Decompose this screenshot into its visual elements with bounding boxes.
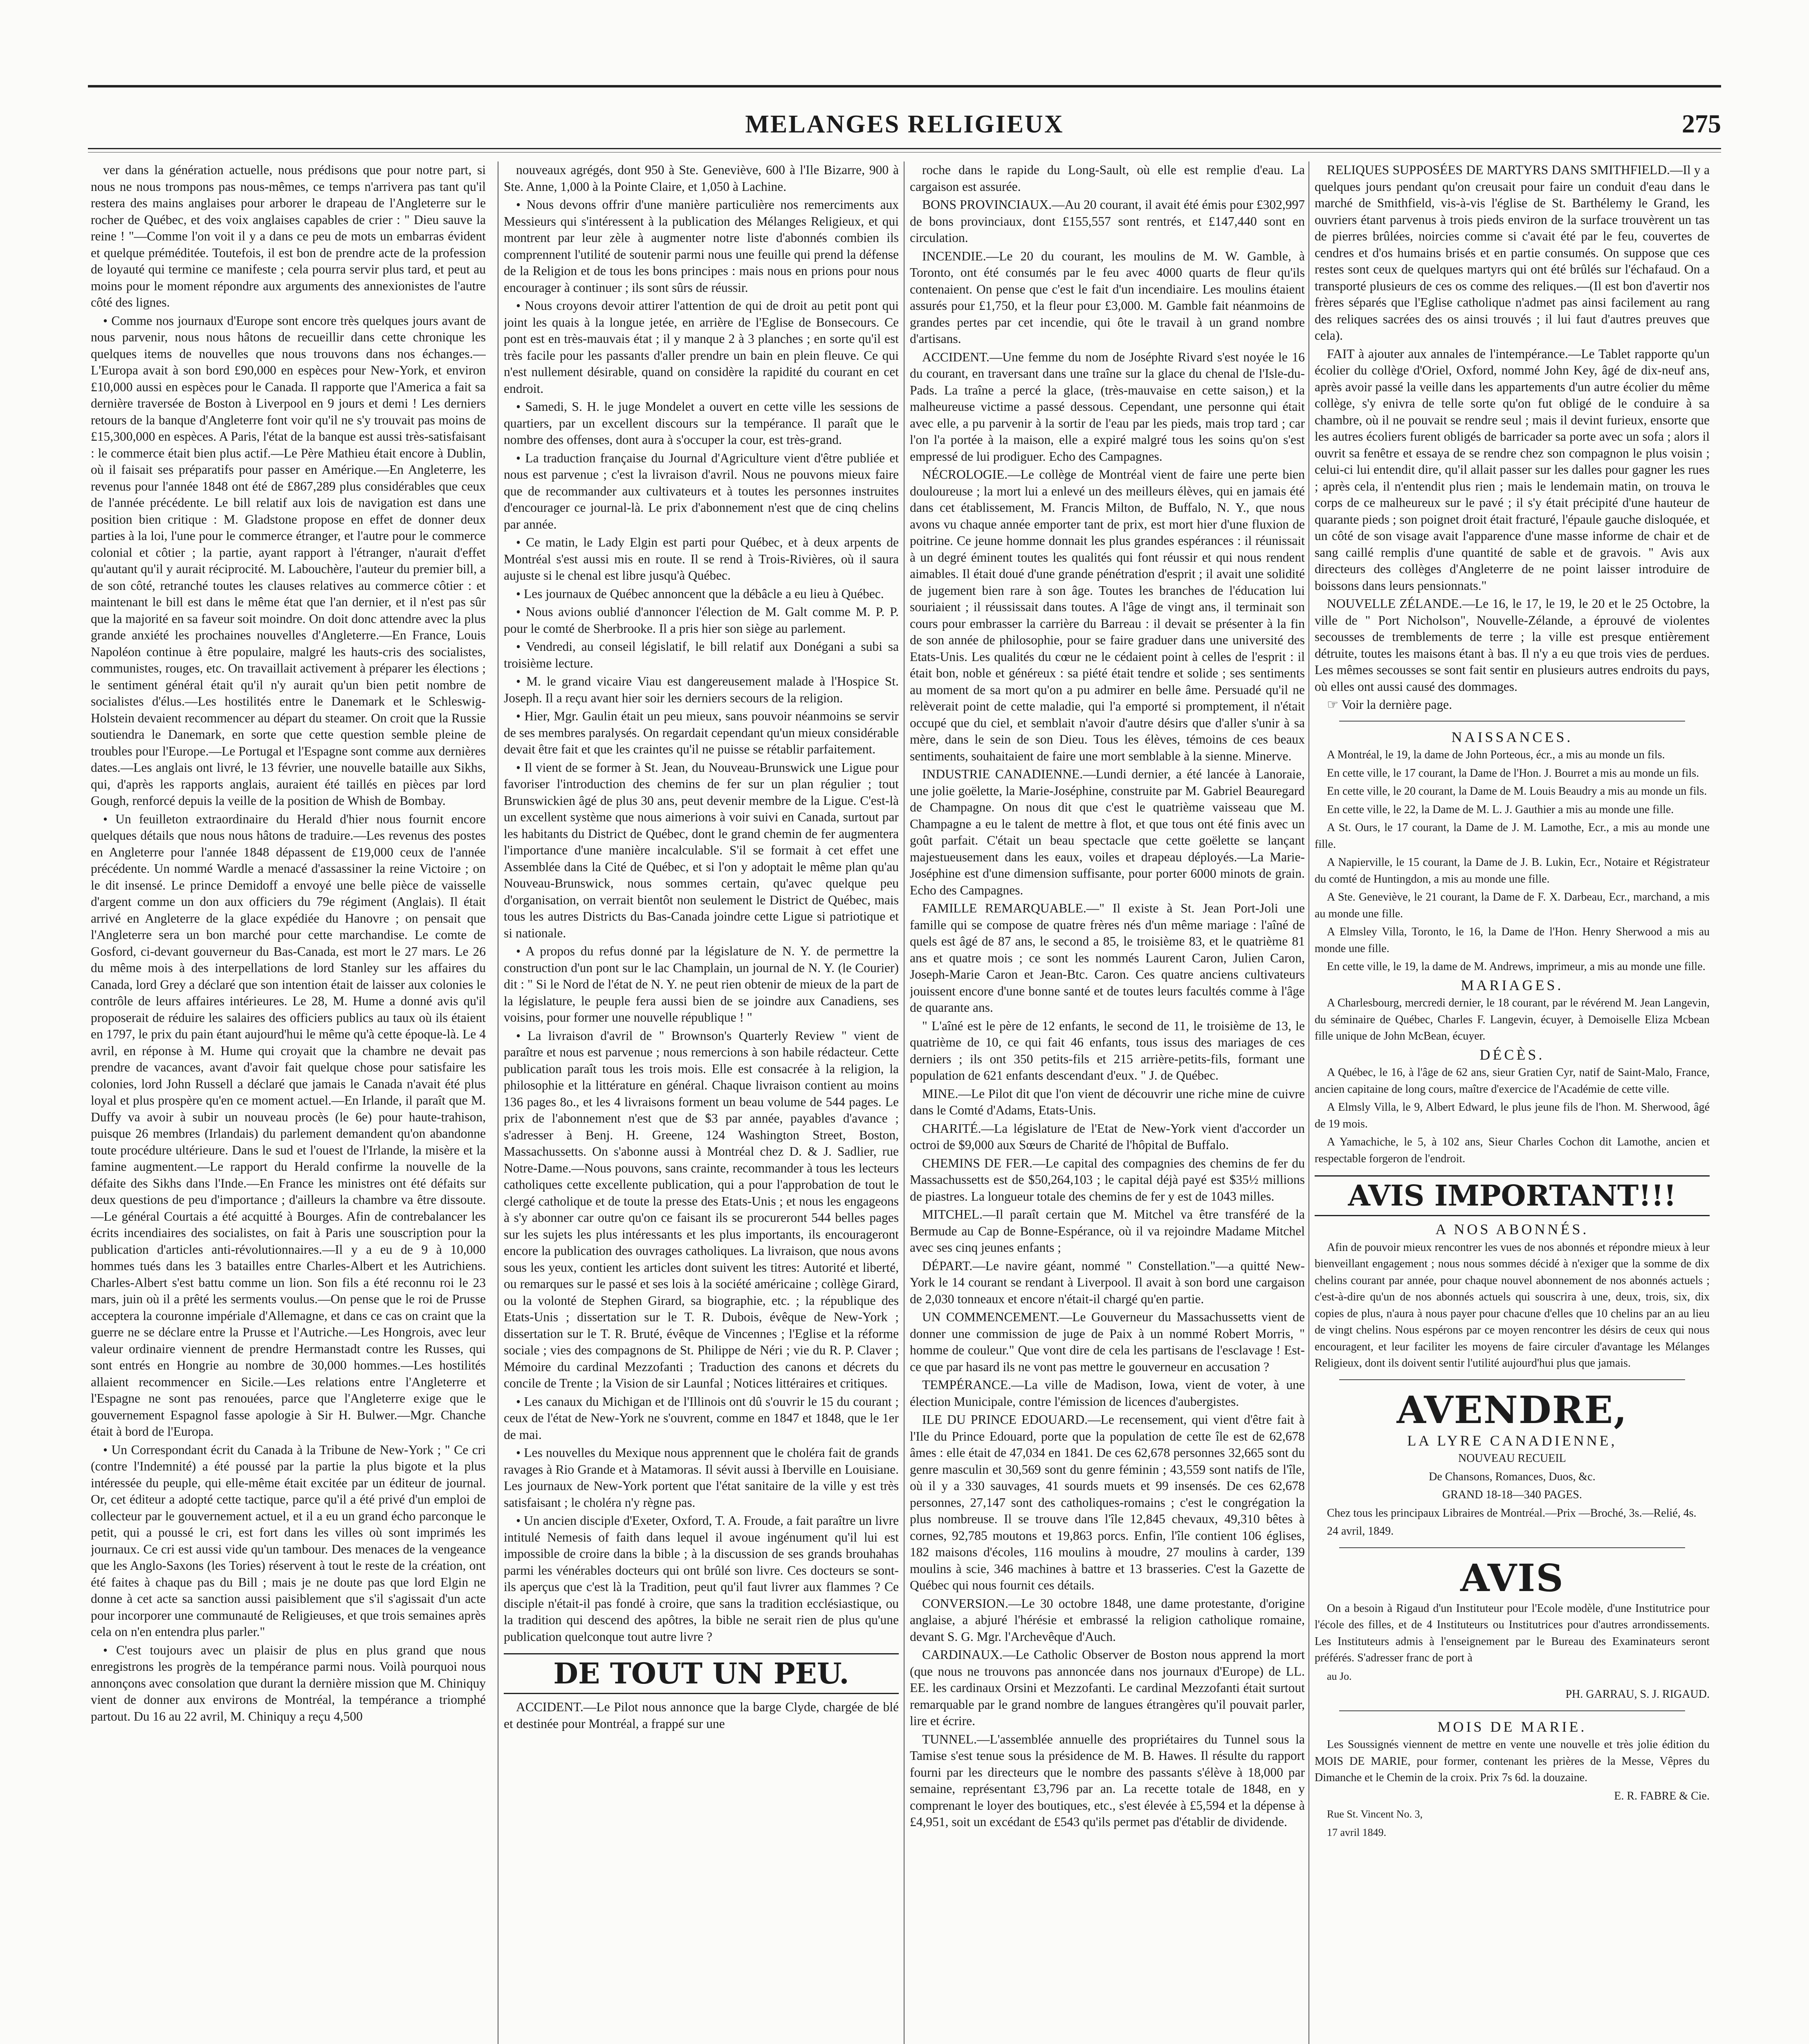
month-of-mary-address: Rue St. Vincent No. 3, (1327, 1808, 1423, 1820)
article-paragraph: • Les nouvelles du Mexique nous apprennent que le choléra fait de grands ravages à Rio Grande et à Matamoras. Il sévit aussi à Iberville en Louisiane. Les journaux de New-York portent que l'état sanitaire de la ville y est très satisfaisant ; le choléra n'y règne pas. (504, 1446, 899, 1510)
death-notice: A Elmsly Villa, le 9, Albert Edward, le plus jeune fils de l'hon. M. Sherwood, âgé de 19 mois. (1315, 1101, 1710, 1130)
article-paragraph: • Un ancien disciple d'Exeter, Oxford, T. A. Froude, a fait paraître un livre intitulé Nemesis of faith dans lequel il avoue ingénument qu'il lui est impossible de croire dans la bible ; à la discussion de ses grands brouhahas parmi les vénérables docteurs qui ont brûlé son livre. Ces docteurs se sont-ils aperçus que c'est là la Tradition, peut qu'il faut livrer aux flammes ? Ce disciple n'était-il pas fondé à croire, que sans la tradition ecclésiastique, ou la tradition qui descend des apôtres, la bible ne serait rien de plus qu'une publication quelconque tout autre livre ? (504, 1513, 899, 1644)
birth-notice: A Montréal, le 19, la dame de John Porteous, écr., a mis au monde un fils. (1327, 749, 1665, 761)
news-item: NÉCROLOGIE.—Le collège de Montréal vient de faire une perte bien douloureuse ; la mort lui a enlevé un des meilleurs élèves, qui en jamais été dans cet établissement, M. Francis Milton, de Buffalo, N. Y., que nous avons vu chaque année emporter tant de prix, est mort hier d'une fluxion de poitrine. Ce jeune homme donnait les plus grandes espérances : il réunissait à un degré éminent toutes les qualités qui font réussir et qui nous rendent aimables. Il était doué d'une grande pénétration d'esprit ; il avait une solidité de jugement bien rare à son âge. Toutes les branches de l'éducation lui souriaient ; il réussissait dans toutes. A l'âge de vingt ans, il terminait son cours pour embrasser la carrière du Barreau : il devait se présenter à la fin de son année de philosophie, pour se faire graduer dans une université des Etats-Unis. Les qualités du cœur ne le cédaient point à celles de l'esprit : il était bon, noble et généreux : sa piété était tendre et solide ; ses sentiments au moment de sa mort qu'on a pu admirer en belle âme. Persuadé qu'il ne relèverait point de cette maladie, qui l'a emporté si promptement, il n'était occupé que du ciel, et semblait n'avoir d'autre désirs que d'aller s'unir à sa mère, dans le sein de son Dieu. Tous les élèves, témoins de ces beaux sentiments, souhaitaient de faire une mort semblable à la sienne. Minerve. (910, 467, 1305, 763)
article-paragraph: • Un Correspondant écrit du Canada à la Tribune de New-York ; " Ce cri (contre l'Indemnité) a été poussé par la partie la plus bigote et la plus intéressée du peuple, qui elle-même était excitée par un éditeur de journal. Or, cet éditeur a adopté cette tactique, parce qu'il a été privé d'un emploi de collecteur par le gouvernement actuel, et il a eu un grand écho parconque le petit, qui a poussé le cri, est fort dans les villes où sont imprimés les journaux. Ce cri est aussi vide qu'un tambour. Des menaces de la vengeance que les Anglo-Saxons (les Tories) réservent à tout le reste de la création, ont été faites à chaque pas du Bill ; mais je ne doute pas que lord Elgin ne donne à cet acte sa sanction aussi paisiblement que s'il s'agissait d'un acte pour incorporer une communauté de Religieuses, et que trois semaines après cela on n'en entendra plus parler." (91, 1442, 486, 1639)
births-heading: NAISSANCES. (1451, 728, 1573, 745)
article-paragraph: • M. le grand vicaire Viau est dangereusement malade à l'Hospice St. Joseph. Il a reçu avant hier soir les derniers secours de la religion. (504, 674, 899, 705)
month-of-mary-heading: MOIS DE MARIE. (1437, 1718, 1587, 1735)
article-paragraph: • Comme nos journaux d'Europe sont encore très quelques jours avant de nous parvenir, nous nous hâtons de recueillir dans cette chronique les quelques items de nouvelles que nous trouvons dans nos échanges.—L'Europa avait à son bord £90,000 en espèces pour New-York, et environ £10,000 aussi en espèces pour le Canada. Il rapporte que l'America a fait sa dernière traversée de Boston à Liverpool en 9 jours et demi ! Les derniers retours de la banque d'Angleterre font voir qu'il ne s'y trouvait pas moins de £15,300,000 en espèces. A Paris, l'état de la banque est aussi très-satisfaisant : le commerce était bien plus actif.—Le Père Mathieu était encore à Dublin, où il faisait ses préparatifs pour passer en Amérique.—En Angleterre, les revenus pour l'année 1848 ont été de £867,289 plus considérables que ceux de l'année précédente. Le bill relatif aux lois de navigation est dans une position bien critique : M. Gladstone propose en effet de donner deux parties à la loi, l'une pour le commerce étranger, et l'autre pour le commerce colonial et côtier ; la partie, ayant rapport à l'étranger, n'aurait d'effet qu'autant qu'il y aurait réciprocité. M. Labouchère, l'auteur du premier bill, a de son côté, retranché toutes les clauses relatives au commerce côtier : et maintenant le bill est dans le même état que l'an dernier, et il n'est pas sûr que la majorité en sa faveur soit moindre. On doit donc attendre avec la plus grande anxiété les prochaines nouvelles d'Angleterre.—En France, Louis Napoléon continue à être populaire, malgré les hauts-cris des socialistes, communistes, rouges, etc. On travaillait activement à préparer les élections ; le sentiment général était qu'il n'y aurait qu'un bien petit nombre de socialistes d'élus.—Les hostilités entre le Danemark et le Schleswig-Holstein devaient recommencer au départ du steamer. On croit que la Russie soutiendra le Danemark, en sorte que cette question semble pleine de troubles pour l'Europe.—Le Portugal et l'Espagne sont comme aux dernières dates.—Les anglais ont livré, le 13 février, une nouvelle bataille aux Sikhs, qui, d'après les rapports anglais, auraient été taillés en pièces par lord Gough, renforcé depuis la veille de la position de Whish de Bombay. (91, 313, 486, 808)
for-sale-subtitle: De Chansons, Romances, Duos, &c. (1429, 1470, 1596, 1483)
article-paragraph: • A propos du refus donné par la législature de N. Y. de permettre la construction d'un pont sur le lac Champlain, un journal de N. Y. (le Courier) dit : " Si le Nord de l'état de N. Y. ne peut rien obtenir de mieux de la part de la législature, le peuple fera aussi bien de se joindre aux Canadiens, ses voisins, pour former une nouvelle république ! " (504, 944, 899, 1024)
header-rule (88, 148, 1721, 149)
news-item: TEMPÉRANCE.—La ville de Madison, Iowa, vient de voter, à une élection Municipale, contre l'émission de licences d'aubergistes. (910, 1378, 1305, 1409)
birth-notice: A Elmsley Villa, Toronto, le 16, la Dame de l'Hon. Henry Sherwood a mis au monde une fille. (1315, 926, 1710, 955)
news-item: CONVERSION.—Le 30 octobre 1848, une dame protestante, d'origine anglaise, a abjuré l'hérésie et embrassé la religion catholique romaine, devant S. G. Mgr. l'Archevêque d'Auch. (910, 1596, 1305, 1644)
for-sale-subtitle: NOUVEAU RECUEIL (1458, 1452, 1566, 1465)
news-item: MINE.—Le Pilot dit que l'on vient de découvrir une riche mine de cuivre dans le Comté d'Adams, Etats-Unis. (910, 1086, 1305, 1117)
birth-notice: A St. Ours, le 17 courant, la Dame de J. M. Lamothe, Ecr., a mis au monde une fille. (1315, 821, 1710, 851)
section-rule (1339, 1710, 1685, 1711)
page-header (88, 100, 1721, 149)
article-paragraph: • Nous devons offrir d'une manière particulière nos remerciments aux Messieurs qui s'intéressent à la publication des Mélanges Religieux, et qui montrent par leur zèle à augmenter notre liste d'abonnés combien ils comprennent l'utilité de soutenir parmi nous une feuille qui prend la défense de la Religion et de tous les bons principes : mais nous en prions pour nous encourager à continuer ; ils sont sûrs de réussir. (504, 197, 899, 295)
article-paragraph: • Nous avions oublié d'annoncer l'élection de M. Galt comme M. P. P. pour le comté de Sherbrooke. Il a pris hier son siège au parlement. (504, 605, 899, 636)
month-of-mary-date: 17 avril 1849. (1327, 1826, 1387, 1838)
birth-notice: En cette ville, le 19, la dame de M. Andrews, imprimeur, a mis au monde une fille. (1327, 960, 1706, 973)
for-sale-heading: AVENDRE, (1396, 1387, 1628, 1432)
news-item: " L'aîné est le père de 12 enfants, le second de 11, le troisième de 13, le quatrième de 10, ce qui fait 46 enfants, tous issus des mariages de ces derniers ; ils ont 350 petits-fils et 215 arrière-petits-fils, formant une population de 621 enfants descendant d'eux. " J. de Québec. (910, 1018, 1305, 1083)
article-paragraph: ver dans la génération actuelle, nous prédisons que pour notre part, si nous ne nous trompons pas nous-mêmes, ce temps n'arrivera pas tant qu'il restera des mains anglaises pour arborer le drapeau de l'Angleterre sur le rocher de Québec, et des voix anglaises capables de crier : " Dieu sauve la reine ! "—Comme l'on voit il y a dans ce peu de mots un embarras évident et quelque préméditée. Toutefois, il est bon de prendre acte de la profession de loyauté qui termine ce manifeste ; cela pourra servir plus tard, et peut au moins pour le moment répondre aux arguments des annexionistes de l'autre côté des lignes. (91, 163, 486, 309)
column-3 (910, 162, 1305, 2044)
deaths-heading: DÉCÈS. (1479, 1046, 1545, 1063)
important-notice-heading: AVIS IMPORTANT!!! (1315, 1175, 1710, 1216)
birth-notice: A Ste. Geneviève, le 21 courant, la Dame de F. X. Darbeau, Ecr., marchand, a mis au monde une fille. (1315, 891, 1710, 920)
death-notice: A Yamachiche, le 5, à 102 ans, Sieur Charles Cochon dit Lamothe, ancien et respectable forgeron de l'endroit. (1315, 1136, 1710, 1165)
for-sale-date: 24 avril, 1849. (1327, 1525, 1394, 1537)
notice-heading: AVIS (1460, 1555, 1564, 1600)
notice-address: au Jo. (1327, 1670, 1352, 1682)
column-4 (1315, 162, 1710, 2044)
news-item: ACCIDENT.—Une femme du nom de Joséphte Rivard s'est noyée le 16 du courant, en traversant dans une traîne sur la glace du chenal de l'Isle-du-Pads. La traîne a percé la glace, (très-mauvaise en cette saison,) et la malheureuse victime a passé dessous. Cependant, une personne qui était avec elle, a pu parvenir à la sortir de l'eau par les pieds, mais trop tard ; car l'on l'a portée à la maison, elle a expiré malgré tous les soins qu'on s'est empressé de lui prodiguer. Echo des Campagnes. (910, 350, 1305, 464)
birth-notice: En cette ville, le 22, la Dame de M. L. J. Gauthier a mis au monde une fille. (1327, 803, 1674, 816)
article-paragraph: • Un feuilleton extraordinaire du Herald d'hier nous fournit encore quelques détails que nous nous hâtons de traduire.—Les revenus des postes en Angleterre pour l'année 1848 dépassent de £19,000 ceux de l'année précédente. Un nommé Wardle a menacé d'assassiner la reine Victoire ; on le dit insensé. Le prince Demidoff a envoyé une belle pièce de vaisselle d'argent comme un don aux officiers du 79e régiment (Anglais). Il était arrivé en Angleterre de la glace expédiée du Hanovre ; on pensait que l'Angleterre sera un bon marché pour cette marchandise. Le comte de Gosford, ci-devant gouverneur du Bas-Canada, est mort le 27 mars. Le 26 du même mois à des interpellations de lord Stanley sur les affaires du Canada, lord Grey a déclaré que son intention était de laisser aux colonies le contrôle de leurs affaires intérieures. Le 28, M. Hume a donné avis qu'il proposerait de réduire les salaires des officiers publics au taux où ils étaient en 1797, le prix du pain étant aujourd'hui le même qu'à cette époque-là. Le 4 avril, en réponse à M. Hume qui croyait que la chambre ne devait pas prendre de vacances, avant d'avoir fait quelque chose pour satisfaire les colonies, lord John Russell a déclaré que jamais le Canada n'avait été plus loyal et plus prospère qu'en ce moment actuel.—En Irlande, il paraît que M. Duffy va avoir à subir un nouveau procès (le 6e) pour haute-trahison, puisque 26 membres (Irlandais) du parlement demandent qu'on abandonne toute procédure ultérieure. Dans le sud et l'ouest de l'Irlande, la misère et la famine augmentent.—Le rapport du Herald confirme la nouvelle de la défaite des Sikhs dans l'Inde.—En France les ministres ont été défaits sur deux questions de peu d'importance ; d'ailleurs la chambre va être dissoute.—Le général Courtais a été acquitté à Bourges. Afin de contrebalancer les écrits incendiaires des socialistes, on fait à Paris une souscription pour la publication d'articles anti-révolutionnaires.—Il y a eu de 9 à 10,000 hommes tués dans les 3 batailles entre Charles-Albert et les Autrichiens. Charles-Albert s'est battu comme un lion. Son fils a été reconnu roi le 23 mars, juin où il a prêté les serments voulus.—On pense que le roi de Prusse acceptera la couronne impériale d'Allemagne, et dans ce cas on craint que la guerre ne se déclare entre la Prusse et l'Autriche.—Les Hongrois, avec leur valeur ordinaire viennent de prendre Hermanstadt contre les Russes, qui sont entrés en Hongrie au nombre de 30,000 hommes.—Les hostilités allaient recommencer en Sicile.—Les relations entre l'Angleterre et l'Espagne ne sont pas renouées, parce que l'Angleterre exige que le gouvernement Espagnol fasse apologie à Sir H. Bulwer.—Mgr. Chanche était à bord de l'Europa. (91, 811, 486, 1439)
news-item: INDUSTRIE CANADIENNE.—Lundi dernier, a été lancée à Lanoraie, une jolie goëlette, la Marie-Joséphine, construite par M. Gabriel Beauregard de Champagne. On nous dit que c'est le quatrième vaisseau que M. Champagne a eu le talent de mettre à flot, et que tous ont été finis avec un goût parfait. C'était un beau spectacle que cette goëlette se lançant majestueusement dans les eaux, voiles et drapeau déployés.—La Marie-Joséphine est d'une dimension suffisante, pour porter 6000 minots de grain. Echo des Campagnes. (910, 767, 1305, 897)
section-heading: DE TOUT UN PEU. (504, 1653, 899, 1694)
article-paragraph: • Hier, Mgr. Gaulin était un peu mieux, sans pouvoir néanmoins se servir de ses membres paralysés. On regardait cependant qu'un mieux considérable devait être fait et que les craintes qu'il ne puisse se rétablir parfaitement. (504, 709, 899, 756)
article-paragraph: • La traduction française du Journal d'Agriculture vient d'être publiée et nous est parvenue ; c'est la livraison d'avril. Nous ne pouvons mieux faire que de recommander aux cultivateurs et à toutes les personnes instruites d'encourager ce journal-là. Le prix d'abonnement n'est que de cinq chelins par année. (504, 450, 899, 531)
marriages-heading: MARIAGES. (1461, 977, 1564, 993)
article-paragraph: • Vendredi, au conseil législatif, le bill relatif aux Donégani a subi sa troisième lecture. (504, 639, 899, 670)
news-item: BONS PROVINCIAUX.—Au 20 courant, il avait été émis pour £302,997 de bons provinciaux, dont £155,557 sont rentrés, et £147,440 sont en circulation. (910, 197, 1305, 245)
month-of-mary-body: Les Soussignés viennent de mettre en vente une nouvelle et très jolie édition du MOIS DE MARIE, pour former, contenant les prières de la Messe, Vêpres du Dimanche et le Chemin de la croix. Prix 7s 6d. la douzaine. (1315, 1738, 1710, 1784)
important-notice-body: Afin de pouvoir mieux rencontrer les vues de nos abonnés et répondre mieux à leur bienveillant engagement ; nous nous sommes décidé à n'exiger que la somme de dix chelins courant par année, pour chaque nouvel abonnement de nos abonnés actuels ; c'est-à-dire qu'un de nos abonnés actuels qui souscrira à une, deux, trois, six, dix copies de plus, n'aura à nous payer pour chacune d'elles que 10 chelins par an au lieu de vingt chelins. Nous espérons par ce moyen rencontrer les désirs de ceux qui nous encouragent, et leur faciliter les moyens de faire circuler d'avantage les Mélanges Religieux, dont ils doivent sentir l'utilité aujourd'hui plus que jamais. (1315, 1241, 1710, 1369)
news-item: MITCHEL.—Il paraît certain que M. Mitchel va être transféré de la Bermude au Cap de Bonne-Espérance, où il va rejoindre Madame Mitchel avec ses cinq jeunes enfants ; (910, 1207, 1305, 1255)
news-item: UN COMMENCEMENT.—Le Gouverneur du Massachussetts vient de donner une commission de juge de Paix à un nommé Robert Morris, " homme de couleur." Que vont dire de cela les partisans de l'esclavage ! Est-ce que par hasard ils ne vont pas mettre le gouverneur en accusation ? (910, 1310, 1305, 1374)
birth-notice: A Napierville, le 15 courant, la Dame de J. B. Lukin, Ecr., Notaire et Régistrateur du comté de Huntingdon, a mis au monde une fille. (1315, 856, 1710, 885)
news-item: DÉPART.—Le navire géant, nommé " Constellation."—a quitté New-York le 14 courant se rendant à Liverpool. Il avait à son bord une cargaison de 2,030 tonneaux et encore n'était-il chargé qu'en partie. (910, 1258, 1305, 1306)
notice-body: On a besoin à Rigaud d'un Instituteur pour l'Ecole modèle, d'une Institutrice pour l'école des filles, et de 4 Instituteurs ou Institutrices pour d'autres arrondissements. Les Instituteurs admis à l'enseignement par le Bureau des Examinateurs seront préférés. S'adresser franc de port à (1315, 1602, 1710, 1664)
article-paragraph: • Les journaux de Québec annoncent que la débâcle a eu lieu à Québec. (516, 586, 884, 601)
birth-notice: En cette ville, le 17 courant, la Dame de l'Hon. J. Bourret a mis au monde un fils. (1327, 766, 1699, 780)
page-title: MELANGES RELIGIEUX (745, 110, 1064, 138)
marriage-notice: A Charlesbourg, mercredi dernier, le 18 courant, par le révérend M. Jean Langevin, du séminaire de Québec, Charles F. Langevin, écuyer, à Demoiselle Eliza Mcbean fille unique de John McBean, écuyer. (1315, 997, 1710, 1042)
news-item: RELIQUES SUPPOSÉES DE MARTYRS DANS SMITHFIELD.—Il y a quelques jours pendant qu'on creusait pour faire un conduit d'eau dans le marché de Smithfield, vis-à-vis l'église de St. Barthélemy le Grand, les ouvriers étant parvenus à trois pieds environ de la surface trouvèrent un tas de pierres brûlées, noircies comme si c'avait été par le feu, couvertes de cendres et d'os humains brisés et en partie consumés. On suppose que ces restes sont ceux de quelques martyrs qui ont été brûlés sur l'échafaud. On a transporté plusieurs de ces os comme des reliques.—(Il est bon d'avertir nos frères séparés que l'Eglise catholique n'admet pas ainsi facilement au rang des reliques sacrées des os ainsi trouvés ; il lui faut d'autres preuves que cela). (1315, 163, 1710, 343)
column-1 (91, 162, 486, 2044)
top-rule (88, 85, 1721, 87)
for-sale-subtitle: GRAND 18-18—340 PAGES. (1442, 1488, 1582, 1501)
article-paragraph: • Nous croyons devoir attirer l'attention de qui de droit au petit pont qui joint les quais à la longue jetée, en arrière de l'Eglise de Bonsecours. Ce pont est en très-mauvais état ; il y manque 2 à 3 planches ; en sorte qu'il est très facile pour les passants d'aller prendre un bain en plein fleuve. Ce qui n'est nullement désirable, quand on considère la rapidité du courant en cet endroit. (504, 298, 899, 396)
notice-signature: PH. GARRAU, S. J. RIGAUD. (1565, 1688, 1710, 1701)
news-item: TUNNEL.—L'assemblée annuelle des propriétaires du Tunnel sous la Tamise s'est tenue sous la présidence de M. B. Hawes. Il résulte du rapport fourni par les directeurs que le nombre des passants s'élève à 18,000 par semaine, représentant £3,796 par an. La recette totale de 1848, en y comprenant le loyer des boutiques, etc., s'est élevée à £5,594 et la dépense à £4,951, soit un excédant de £543 qu'ils permet pas d'établir de dividende. (910, 1732, 1305, 1829)
month-of-mary-signature: E. R. FABRE & Cie. (1614, 1789, 1710, 1802)
death-notice: A Québec, le 16, à l'âge de 62 ans, sieur Gratien Cyr, natif de Saint-Malo, France, ancien capitaine de long cours, maître d'exercice de l'Académie de cette ville. (1315, 1066, 1710, 1096)
news-item: CARDINAUX.—Le Catholic Observer de Boston nous apprend la mort (que nous ne trouvons pas annoncée dans nos journaux d'Europe) de LL. EE. les cardinaux Orsini et Mezzofanti. Le cardinal Mezzofanti était surtout remarquable par le grand nombre de langues étrangères qu'il pouvait parler, lire et écrire. (910, 1647, 1305, 1728)
article-paragraph: ACCIDENT.—Le Pilot nous annonce que la barge Clyde, chargée de blé et destinée pour Montréal, a frappé sur une (504, 1700, 899, 1731)
see-last-page-note: ☞ Voir la dernière page. (1327, 697, 1452, 712)
news-item: INCENDIE.—Le 20 du courant, les moulins de M. W. Gamble, à Toronto, ont été consumés par le feu avec 4000 quarts de fleur qu'ils contenaient. On pense que c'est le fait d'un incendiaire. Les moulins étaient assurés pour £1,750, et la fleur pour £3,000. M. Gamble fait néanmoins de grandes pertes par cet incendie, qui ôte le travail à un grand nombre d'artisans. (910, 249, 1305, 346)
news-item: CHARITÉ.—La législature de l'Etat de New-York vient d'accorder un octroi de $9,000 aux Sœurs de Charité de l'hôpital de Buffalo. (910, 1121, 1305, 1152)
article-paragraph: • Les canaux du Michigan et de l'Illinois ont dû s'ouvrir le 15 du courant ; ceux de l'état de New-York ne s'ouvrent, comme en 1847 et 1848, que le 1er de mai. (504, 1394, 899, 1442)
news-item: FAIT à ajouter aux annales de l'intempérance.—Le Tablet rapporte qu'un écolier du collège d'Oriel, Oxford, nommé John Key, âgé de dix-neuf ans, après avoir passé la veille dans les appartements d'un autre écolier du même collège, s'y enivra de telle sorte qu'on fut obligé de le conduire à sa chambre, où il ne pouvait se rendre seul ; mais il devint furieux, ensorte que les autres écoliers furent obligés de barricader sa porte avec un sofa ; alors il ouvrit sa fenêtre et essaya de se rendre chez son compagnon le plus voisin ; celui-ci lui entendit dire, qu'il allait passer sur les dalles pour gagner les rues ; après cela, il n'entendit plus rien ; mais le lendemain matin, on trouva le corps de ce malheureux sur le pavé ; il s'y était précipité d'une hauteur de quarante pieds ; son poignet droit était fracturé, l'épaule gauche disloquée, et un côté de son visage avait l'apparence d'une masse informe de chair et de sang caillé remplis d'une quantité de sable et de gravois. " Avis aux directeurs des collèges d'Angleterre de ne point laisser introduire de boissons dans leurs pensionnats." (1315, 346, 1710, 593)
for-sale-title: LA LYRE CANADIENNE, (1407, 1432, 1617, 1449)
column-2 (504, 162, 899, 2044)
news-item: CHEMINS DE FER.—Le capital des compagnies des chemins de fer du Massachussetts est de $50,264,103 ; le capital déjà payé est $35½ millions de piastres. La longueur totale des chemins de fer y est de 1043 milles. (910, 1156, 1305, 1204)
news-item: ILE DU PRINCE EDOUARD.—Le recensement, qui vient d'être fait à l'Ile du Prince Edouard, porte que la population de cette île est de 62,678 âmes : elle était de 47,034 en 1841. De ces 62,678 personnes 32,665 sont du genre masculin et 30,569 sont du genre féminin ; 43,559 sont natifs de l'île, où il y a 330 sauvages, 41 sourds muets et 99 insensés. De ces 62,678 personnes, 27,147 sont des catholiques-romains ; c'est le congrégation la plus nombreuse. Il se trouve dans l'île 12,845 chevaux, 49,310 bêtes à cornes, 92,785 moutons et 19,863 porcs. Enfin, l'île contient 106 églises, 182 maisons d'écoles, 116 moulins à moudre, 27 moulins à carder, 139 moulins à scie, 346 machines à battre et 13 brasseries. C'est la Gazette de Québec qui nous fournit ces détails. (910, 1412, 1305, 1592)
article-paragraph: • Il vient de se former à St. Jean, du Nouveau-Brunswick une Ligue pour favoriser l'introduction des chemins de fer sur un plan régulier ; tout Brunswickien âgé de plus 30 ans, peut devenir membre de la Ligue. C'est-là un excellent système que nous aimerions à voir suivi en Canada, surtout par les habitants du District de Québec, dont le grand chemin de fer augmentera l'importance d'une manière incalculable. S'il se formait à cet effet une Assemblée dans la Cité de Québec, et si l'on y adoptait le même plan qu'au Nouveau-Brunswick, nous sommes certain, qu'avec quelque peu d'organisation, on verrait bientôt non seulement le District de Québec, mais tous les autres Districts du Bas-Canada joindre cette Ligue si patriotique et si nationale. (504, 760, 899, 940)
article-paragraph: • Ce matin, le Lady Elgin est parti pour Québec, et à deux arpents de Montréal s'est aussi mis en route. Il se rend à Trois-Rivières, où il saura aujuste si le chenal est libre jusqu'à Québec. (504, 535, 899, 583)
page-number: 275 (1682, 109, 1721, 138)
article-paragraph: • La livraison d'avril de " Brownson's Quarterly Review " vient de paraître et nous est parvenue ; nous remercions à son habile rédacteur. Cette publication paraît tous les trois mois. Elle est consacrée à la religion, la philosophie et la littérature en général. Chaque livraison contient au moins 136 pages 8o., et les 4 livraisons forment un beau volume de 544 pages. Le prix de l'abonnement n'est que de $3 par année, payables d'avance ; s'adresser à Benj. H. Greene, 124 Washington Street, Boston, Massachussetts. On s'abonne aussi à Montréal chez D. & J. Sadlier, rue Notre-Dame.—Nous pouvons, sans crainte, recommander à tous les lecteurs catholiques cette excellente publication, qui a pour l'approbation de tout le clergé catholique et de toute la presse des Etats-Unis ; et nous les engageons à s'y abonner car outre qu'on ce faisant ils se procureront 544 belles pages sur les sujets les plus intéressants et les plus importants, ils encourageront encore la publication des ouvrages catholiques. La livraison, que nous avons sous les yeux, contient les articles dont suivent les titres: Autorité et liberté, ou remarques sur le passé et ses lois à la société américaine ; collège Girard, ou la volonté de Stephen Girard, sa biographie, etc. ; la république des Etats-Unis ; dissertation sur le T. R. Dubois, évêque de New-York ; dissertation sur le T. R. Bruté, évêque de Vincennes ; l'Eglise et la réforme sociale ; vies des compagnons de St. Philippe de Néri ; vie du R. P. Claver ; Mémoire du cardinal Mezzofanti ; Traduction des canons et décrets du concile de Trente ; la Vision de sir Launfal ; Notices littéraires et critiques. (504, 1028, 899, 1390)
section-rule (1339, 721, 1685, 722)
article-paragraph: nouveaux agrégés, dont 950 à Ste. Geneviève, 600 à l'Ile Bizarre, 900 à Ste. Anne, 1,000 à la Pointe Claire, et 1,050 à Lachine. (504, 163, 899, 194)
birth-notice: En cette ville, le 20 courant, la Dame de M. Louis Beaudry a mis au monde un fils. (1327, 785, 1707, 798)
news-item: roche dans le rapide du Long-Sault, où elle est remplie d'eau. La cargaison est assurée. (910, 163, 1305, 194)
news-item: NOUVELLE ZÉLANDE.—Le 16, le 17, le 19, le 20 et le 25 Octobre, la ville de " Port Nicholson", Nouvelle-Zélande, a éprouvé de violentes secousses de tremblements de terre ; la ville est presque entièrement détruite, toutes les maisons étant à bas. Il n'y a eu que trois vies de perdues. Les mêmes secousses se sont fait sentir en plusieurs autres endroits du pays, où elles ont aussi causé des dommages. (1315, 596, 1710, 694)
news-item: FAMILLE REMARQUABLE.—" Il existe à St. Jean Port-Joli une famille qui se compose de quatre frères nés d'un même mariage : l'aîné de quels est âgé de 87 ans, le second a 85, le troisième 83, et le quatrième 81 ans et quatre mois ; ce sont les nommés Laurent Caron, Julien Caron, Joseph-Marie Caron et Jean-Btc. Caron. Ces quatre anciens cultivateurs jouissent encore d'une bonne santé et de toutes leurs facultés comme à l'âge de quarante ans. (910, 901, 1305, 1015)
section-rule (1339, 1547, 1685, 1548)
column-divider (1308, 161, 1309, 2044)
for-sale-body: Chez tous les principaux Libraires de Montréal.—Prix —Broché, 3s.—Relié, 4s. (1327, 1506, 1697, 1520)
article-paragraph: • C'est toujours avec un plaisir de plus en plus grand que nous enregistrons les progrès de la tempérance parmi nous. Voilà pourquoi nous annonçons avec consolation que durant la dernière mission que M. Chiniquy vient de donner aux environs de Montréal, la tempérance a triomphé partout. Du 16 au 22 avril, M. Chiniquy a reçu 4,500 (91, 1643, 486, 1724)
section-rule (1339, 1379, 1685, 1380)
article-paragraph: • Samedi, S. H. le juge Mondelet a ouvert en cette ville les sessions de quartiers, par un excellent discours sur la tempérance. Il paraît que le nombre des offenses, dont aura à s'occuper la cour, est très-grand. (504, 399, 899, 447)
important-notice-subheading: A NOS ABONNÉS. (1435, 1221, 1589, 1237)
